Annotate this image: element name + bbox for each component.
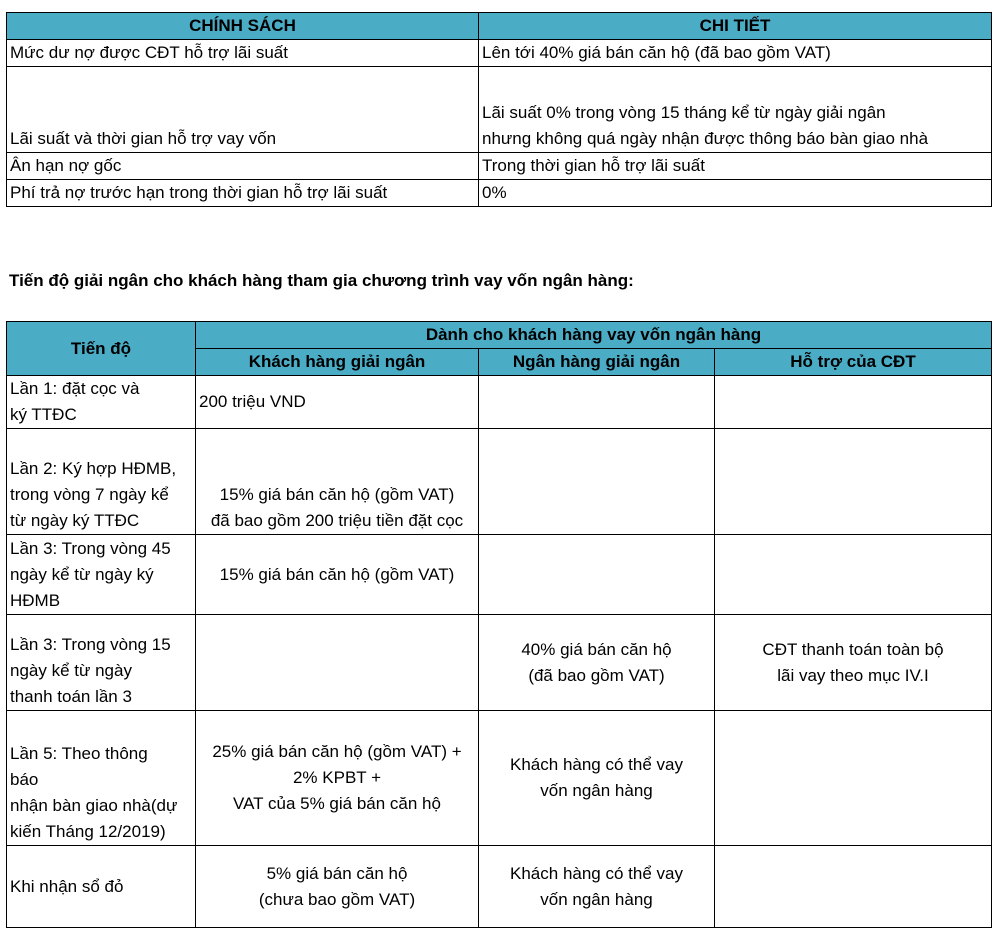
schedule-table	[6, 321, 992, 928]
policy-cell: Phí trả nợ trước hạn trong thời gian hỗ trợ lãi suất	[7, 180, 479, 207]
detail-line: Lên tới 40% giá bán căn hộ (đã bao gồm VAT)	[482, 43, 831, 62]
table-row	[7, 429, 992, 535]
bank-line: Khách hàng có thể vay	[510, 863, 683, 883]
detail-line: nhưng không quá ngày nhận được thông báo bàn giao nhà	[482, 129, 929, 148]
table-row	[7, 376, 992, 429]
stage-line: báo	[10, 770, 39, 789]
customer-line: đã bao gồm 200 triệu tiền đặt cọc	[210, 511, 464, 530]
stage-line: thanh toán lần 3	[10, 687, 132, 706]
table-row	[7, 615, 992, 711]
detail-cell	[479, 153, 992, 180]
customer-line: 5% giá bán căn hộ	[266, 863, 408, 883]
developer-line: lãi vay theo mục IV.I	[777, 665, 929, 685]
detail-header: CHI TIẾT	[479, 13, 992, 40]
developer-cell	[715, 711, 992, 846]
stage-line: Lần 3: Trong vòng 15	[10, 635, 171, 654]
bank-line: 40% giá bán căn hộ	[521, 639, 672, 659]
customer-cell	[196, 846, 479, 928]
customer-line: 25% giá bán căn hộ (gồm VAT) +	[212, 742, 462, 761]
policy-cell: Mức dư nợ được CĐT hỗ trợ lãi suất	[7, 40, 479, 67]
bank-cell	[479, 711, 715, 846]
stage-line: Lần 5: Theo thông	[10, 744, 148, 763]
stage-line: kiến Tháng 12/2019)	[10, 822, 166, 841]
customer-line: VAT của 5% giá bán căn hộ	[233, 794, 441, 813]
stage-line: Lần 3: Trong vòng 45	[10, 539, 171, 558]
stage-cell	[7, 376, 196, 429]
customer-line: 15% giá bán căn hộ (gồm VAT)	[219, 564, 455, 584]
stage-line: ngày kể từ ngày ký	[10, 565, 154, 584]
customer-cell	[196, 535, 479, 615]
bank-cell	[479, 615, 715, 711]
stage-line: nhận bàn giao nhà(dự	[10, 796, 178, 815]
detail-cell	[479, 180, 992, 207]
table-row	[7, 711, 992, 846]
developer-header: Hỗ trợ của CĐT	[715, 349, 992, 376]
detail-line: 0%	[482, 183, 507, 202]
stage-cell	[7, 429, 196, 535]
customer-line: (chưa bao gồm VAT)	[258, 889, 416, 909]
customer-line: 15% giá bán căn hộ (gồm VAT)	[219, 485, 455, 504]
table-row	[7, 67, 992, 153]
bank-cell	[479, 376, 715, 429]
bank-cell	[479, 535, 715, 615]
developer-cell	[715, 535, 992, 615]
developer-cell	[715, 615, 992, 711]
table-row	[7, 40, 992, 67]
policy-cell: Lãi suất và thời gian hỗ trợ vay vốn	[7, 67, 479, 153]
stage-line: ký TTĐC	[10, 405, 77, 424]
policy-table	[6, 12, 992, 207]
developer-cell	[715, 429, 992, 535]
customer-line: 200 triệu VND	[199, 392, 306, 411]
stage-line: ngày kể từ ngày	[10, 661, 132, 680]
bank-line: vốn ngân hàng	[540, 889, 653, 909]
stage-line: HĐMB	[10, 591, 61, 610]
stage-line: Lần 2: Ký hợp HĐMB,	[10, 459, 177, 478]
stage-header: Tiến độ	[7, 322, 196, 376]
customer-cell	[196, 615, 479, 711]
bank-line: vốn ngân hàng	[540, 781, 653, 800]
customer-cell	[196, 711, 479, 846]
group-header: Dành cho khách hàng vay vốn ngân hàng	[196, 322, 992, 349]
bank-line: Khách hàng có thể vay	[510, 755, 683, 774]
stage-line: từ ngày ký TTĐC	[10, 511, 140, 530]
detail-line: Trong thời gian hỗ trợ lãi suất	[482, 156, 705, 175]
policy-header: CHÍNH SÁCH	[7, 13, 479, 40]
policy-cell: Ân hạn nợ gốc	[7, 153, 479, 180]
customer-header: Khách hàng giải ngân	[196, 349, 479, 376]
stage-line: Khi nhận sổ đỏ	[10, 876, 124, 896]
detail-line: Lãi suất 0% trong vòng 15 tháng kể từ ngày giải ngân	[482, 103, 886, 122]
stage-cell	[7, 711, 196, 846]
bank-cell	[479, 846, 715, 928]
stage-cell	[7, 535, 196, 615]
detail-cell	[479, 67, 992, 153]
table-row	[7, 846, 992, 928]
stage-line: Lần 1: đặt cọc và	[10, 379, 140, 398]
stage-line: trong vòng 7 ngày kể	[10, 485, 169, 504]
table-row	[7, 180, 992, 207]
stage-cell	[7, 846, 196, 928]
stage-cell	[7, 615, 196, 711]
developer-cell	[715, 846, 992, 928]
customer-line: 2% KPBT +	[292, 768, 382, 787]
developer-line: CĐT thanh toán toàn bộ	[762, 639, 944, 659]
developer-cell	[715, 376, 992, 429]
table-row	[7, 535, 992, 615]
bank-header: Ngân hàng giải ngân	[479, 349, 715, 376]
table-row	[7, 153, 992, 180]
bank-cell	[479, 429, 715, 535]
detail-cell	[479, 40, 992, 67]
customer-cell	[196, 429, 479, 535]
customer-cell	[196, 376, 479, 429]
section-heading: Tiến độ giải ngân cho khách hàng tham gia chương trình vay vốn ngân hàng:	[9, 271, 634, 290]
bank-line: (đã bao gồm VAT)	[528, 665, 665, 685]
